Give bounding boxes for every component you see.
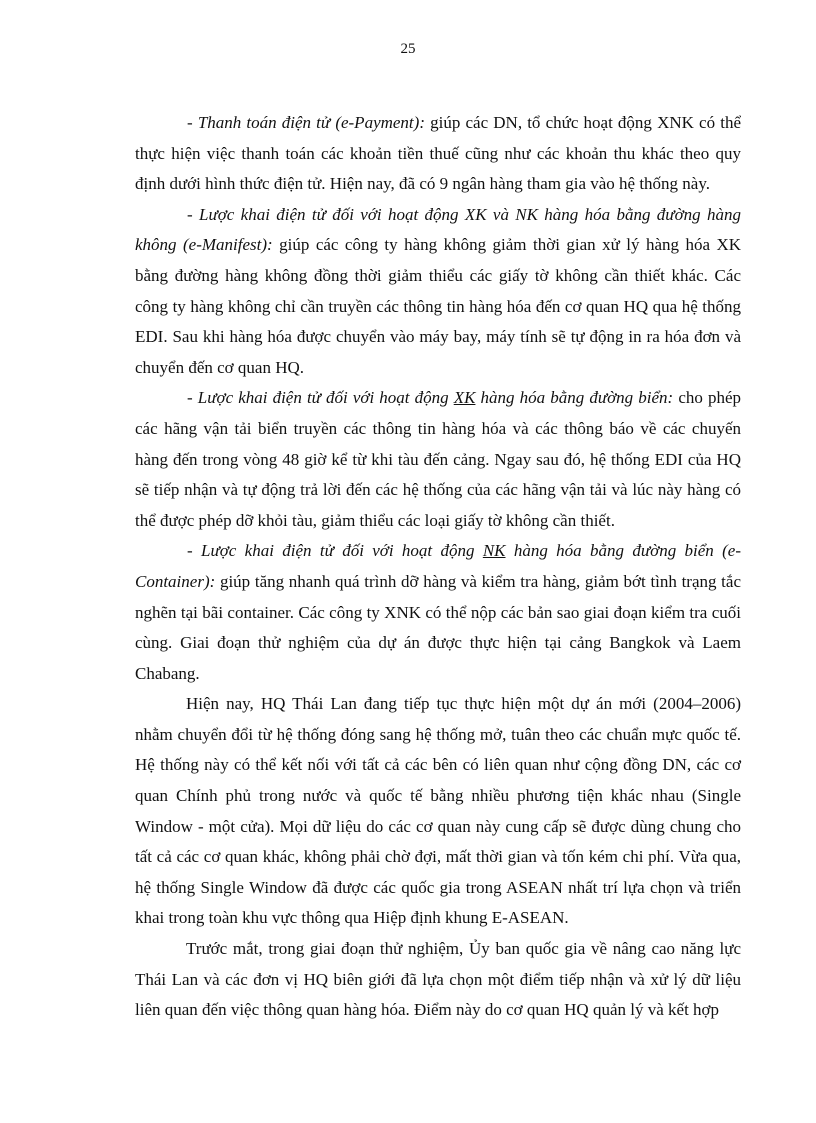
- page-number: 25: [400, 41, 416, 57]
- bullet-dash: -: [187, 541, 201, 561]
- term-econtainer-part2: hàng hóa bằng đường biển (e-Container):: [135, 541, 741, 591]
- paragraph-sea-export-body: cho phép các hãng vận tải biển truyền các thông tin hàng hóa và các thông báo về các chuyến hàng đến trong vòng 48 giờ kể từ khi tàu đến cảng. Ngay sau đó, hệ thống EDI của HQ sẽ tiếp nhận và tự động trả lời đến các hệ thống của các hãng vận tải và lúc này hàng có thể được phép dỡ khỏi tàu, giảm thiểu các loại giấy tờ không cần thiết.: [135, 388, 742, 530]
- paragraph-emanifest-body: giúp các công ty hàng không giảm thời gian xử lý hàng hóa XK bằng đường hàng không đồng thời giảm thiểu các giấy tờ không cần thiết khác. Các công ty hàng không chỉ cần truyền các thông tin hàng hóa đến cơ quan HQ qua hệ thống EDI. Sau khi hàng hóa được chuyển vào máy bay, máy tính sẽ tự động in ra hóa đơn và chuyển đến cơ quan HQ.: [135, 235, 741, 377]
- paragraph-new-project: Hiện nay, HQ Thái Lan đang tiếp tục thực hiện một dự án mới (2004–2006) nhằm chuyển đổi từ hệ thống đóng sang hệ thống mở, tuân theo các chuẩn mực quốc tế. Hệ thống này có thể kết nối với tất cả các bên có liên quan như cộng đồng DN, các cơ quan Chính phủ trong nước và quốc tế bằng nhiều phương tiện khác nhau (Single Window - một cửa). Mọi dữ liệu do các cơ quan này cung cấp sẽ được dùng chung cho tất cả các cơ quan khác, không phải chờ đợi, mất thời gian và tốn kém chi phí. Vừa qua, hệ thống Single Window đã được các quốc gia trong ASEAN nhất trí lựa chọn và triển khai trong toàn khu vực thông qua Hiệp định khung E-ASEAN.: [135, 694, 741, 928]
- term-sea-export-underlined: XK: [453, 388, 476, 408]
- paragraph-pilot-phase: Trước mắt, trong giai đoạn thử nghiệm, Ủy ban quốc gia về nâng cao năng lực Thái Lan và các đơn vị HQ biên giới đã lựa chọn một điểm tiếp nhận và xử lý dữ liệu liên quan đến việc thông quan hàng hóa. Điểm này do cơ quan HQ quản lý và kết hợp: [135, 939, 741, 1020]
- term-econtainer-part1: Lược khai điện tử đối với hoạt động: [201, 541, 483, 561]
- term-sea-export-part1: Lược khai điện tử đối với hoạt động: [197, 388, 454, 408]
- paragraph-emanifest: [135, 200, 741, 384]
- bullet-dash: -: [187, 113, 198, 132]
- paragraph-epayment: [135, 108, 741, 200]
- paragraph-epayment-body: giúp các DN, tổ chức hoạt động XNK có thể thực hiện việc thanh toán các khoản tiền thuế cũng như các khoản thu khác theo quy định dưới hình thức điện tử. Hiện nay, đã có 9 ngân hàng tham gia vào hệ thống này.: [135, 113, 741, 194]
- term-sea-export: [198, 388, 673, 407]
- term-epayment: Thanh toán điện tử (e-Payment):: [197, 113, 425, 132]
- paragraph-econtainer: [135, 536, 741, 689]
- bullet-dash: -: [187, 204, 199, 224]
- paragraph-sea-export: [135, 383, 741, 536]
- term-sea-export-part2: hàng hóa bằng đường biển:: [475, 388, 674, 408]
- document-body: [135, 108, 741, 1026]
- bullet-dash: -: [187, 388, 198, 408]
- paragraph-econtainer-body: giúp tăng nhanh quá trình dỡ hàng và kiểm tra hàng, giảm bớt tình trạng tắc nghẽn tại bãi container. Các công ty XNK có thể nộp các bản sao giai đoạn kiểm tra cuối cùng. Giai đoạn thử nghiệm của dự án được thực hiện tại cảng Bangkok và Laem Chabang.: [135, 571, 741, 683]
- term-econtainer-underlined: NK: [482, 541, 506, 561]
- term-emanifest: Lược khai điện tử đối với hoạt động XK và NK hàng hóa bằng đường hàng không (e-Manifest):: [135, 204, 741, 255]
